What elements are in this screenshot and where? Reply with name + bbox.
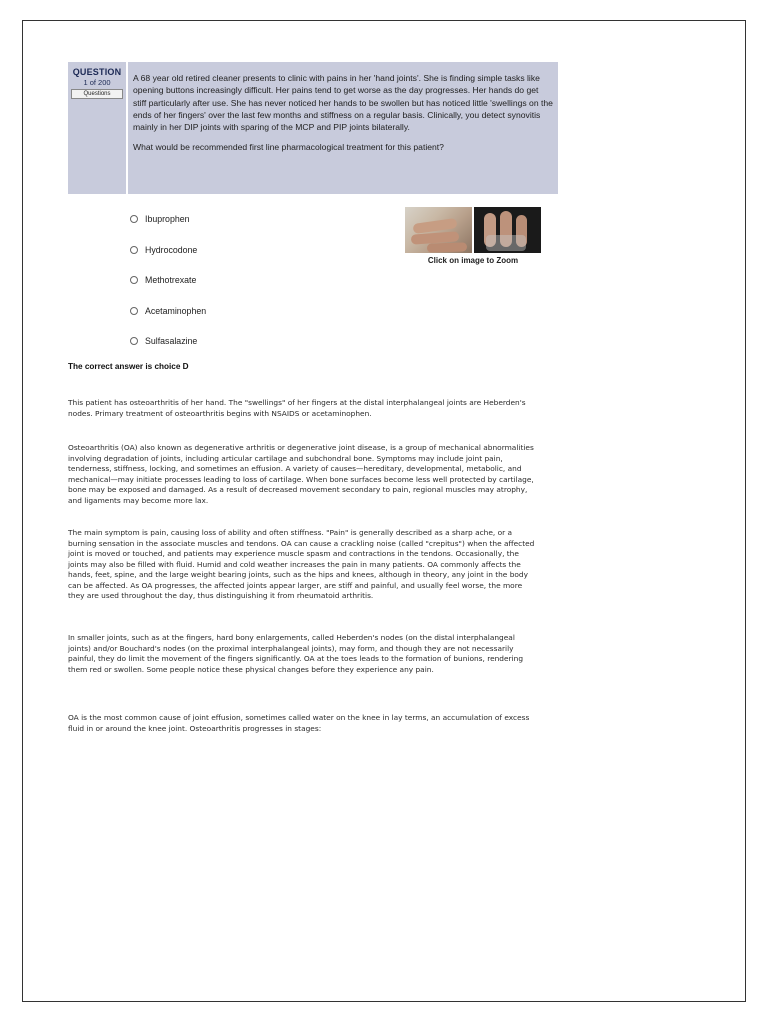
answer-options <box>130 214 206 367</box>
option-a[interactable] <box>130 214 206 245</box>
question-label: QUESTION <box>72 67 122 77</box>
option-d[interactable] <box>130 306 206 337</box>
question-prompt: What would be recommended first line pharmacological treatment for this patient? <box>133 142 444 153</box>
questions-button[interactable]: Questions <box>71 89 123 99</box>
radio-button[interactable] <box>130 215 138 223</box>
hand-photo-2[interactable] <box>474 207 541 253</box>
question-text <box>133 72 553 154</box>
radio-button[interactable] <box>130 246 138 254</box>
question-stem: A 68 year old retired cleaner presents to clinic with pains in her 'hand joints'. She is finding simple tasks like opening buttons increasingly difficult. Her pains tend to get worse as the day progresses. Her hands do get stiff particularly after use. She has never noticed her hands to be swollen but has noticed little 'swellings on the ends of her fingers' over the last few months and stiffness on a regular basis. Clinically, you detect synovitis mainly in her DIP joints with sparing of the MCP and PIP joints bilaterally. <box>133 73 553 133</box>
option-label: Sulfasalazine <box>145 336 198 346</box>
option-label: Ibuprophen <box>145 214 190 224</box>
question-panel <box>68 62 558 194</box>
correct-answer: The correct answer is choice D <box>68 362 189 371</box>
explanation-paragraph: In smaller joints, such as at the fingers, hard bony enlargements, called Heberden's nodes (on the distal interphalangeal joints) and/or Bouchard's nodes (on the proximal interphalangeal joints), may form, and though they are not necessarily painful, they do limit the movement of the fingers significantly. OA at the toes leads to the formation of bunions, rendering them red or swollen. Some people notice these physical changes before they experience any pain. <box>68 633 524 674</box>
radio-button[interactable] <box>130 307 138 315</box>
option-c[interactable] <box>130 275 206 306</box>
explanation-paragraph: Osteoarthritis (OA) also known as degenerative arthritis or degenerative joint disease, is a group of mechanical abnormalities involving degradation of joints, including articular cartilage and subchondral bone. Symptoms may include joint pain, tenderness, stiffness, locking, and sometimes an effusion. A variety of causes—hereditary, developmental, metabolic, and mechanical—may initiate processes leading to loss of cartilage. When bone surfaces become less well protected by cartilage, bone may be exposed and damaged. As a result of decreased movement secondary to pain, regional muscles may atrophy, and ligaments may become more lax. <box>68 443 534 505</box>
explanation-paragraph: OA is the most common cause of joint effusion, sometimes called water on the knee in lay terms, an accumulation of excess fluid in or around the knee joint. Osteoarthritis progresses in stages: <box>68 713 530 733</box>
option-label: Methotrexate <box>145 275 197 285</box>
explanation-paragraph: This patient has osteoarthritis of her hand. The "swellings" of her fingers at the distal interphalangeal joints are Heberden's nodes. Primary treatment of osteoarthritis begins with NSAIDS or acetaminophen. <box>68 398 526 418</box>
radio-button[interactable] <box>130 337 138 345</box>
option-label: Acetaminophen <box>145 305 207 316</box>
explanation-paragraph: The main symptom is pain, causing loss of ability and often stiffness. "Pain" is generally described as a sharp ache, or a burning sensation in the associate muscles and tendons. OA can cause a crackling noise (called "crepitus") when the affected joint is moved or touched, and patients may experience muscle spasm and contractions in the tendons. Occasionally, the joints may also be filled with fluid. Humid and cold weather increases the pain in many patients. OA commonly affects the hands, feet, spine, and the large weight bearing joints, such as the hips and knees, although in theory, any joint in the body can be affected. As OA progresses, the affected joints appear larger, are stiff and painful, and usually feel worse, the more they are used throughout the day, thus distinguishing it from rheumatoid arthritis. <box>68 528 535 600</box>
clinical-images <box>405 207 541 265</box>
question-sidebar <box>68 62 128 194</box>
option-label: Hydrocodone <box>145 244 198 255</box>
option-b[interactable] <box>130 245 206 276</box>
zoom-caption[interactable]: Click on image to Zoom <box>427 256 519 265</box>
radio-button[interactable] <box>130 276 138 284</box>
question-counter: 1 of 200 <box>83 78 111 87</box>
hand-photo-1[interactable] <box>405 207 472 253</box>
